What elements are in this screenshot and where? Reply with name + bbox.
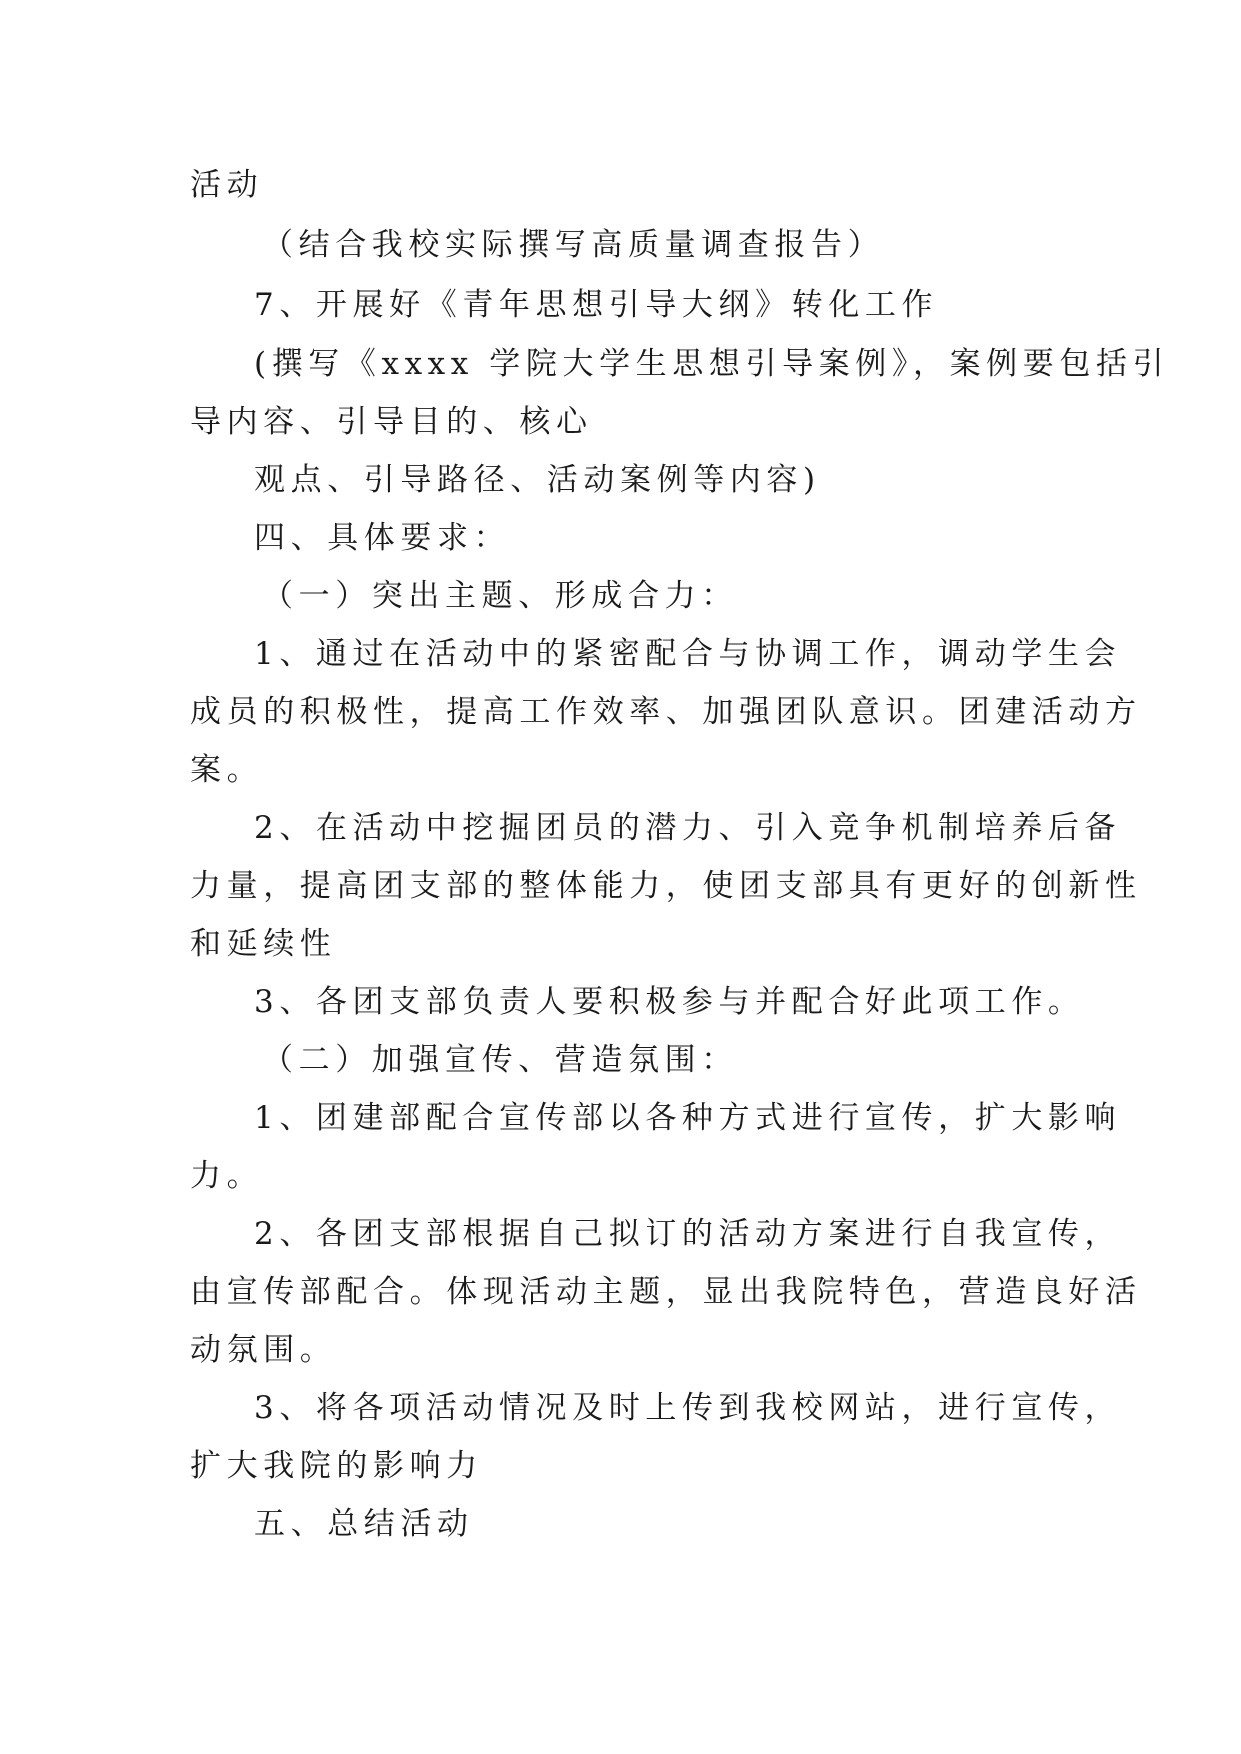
text-line: 力。 [190,1158,264,1194]
text-line: 1、通过在活动中的紧密配合与协调工作，调动学生会 [254,636,1122,672]
text-line: 和延续性 [190,926,337,962]
text-line: 扩大我院的影响力 [190,1448,483,1484]
subsection-heading: （二）加强宣传、营造氛围： [262,1042,738,1078]
text-line: 导内容、引导目的、核心 [190,404,593,440]
text-line: 成员的积极性，提高工作效率、加强团队意识。团建活动方 [190,694,1142,730]
subsection-heading: （一）突出主题、形成合力： [262,578,738,614]
text-line: 案。 [190,752,264,788]
section-heading: 四、具体要求： [254,520,511,556]
text-line: 动氛围。 [190,1332,337,1368]
text-line: 1、团建部配合宣传部以各种方式进行宣传，扩大影响 [254,1100,1122,1136]
text-line: 活动 [190,167,264,203]
text-line: 由宣传部配合。体现活动主题，显出我院特色，营造良好活 [190,1274,1142,1310]
text-line: 2、在活动中挖掘团员的潜力、引入竞争机制培养后备 [254,810,1122,846]
text-line: 力量，提高团支部的整体能力，使团支部具有更好的创新性 [190,868,1142,904]
text-line: (撰写《xxxx 学院大学生思想引导案例》，案例要包括引 [254,346,1170,382]
text-line: 3、将各项活动情况及时上传到我校网站，进行宣传， [254,1390,1122,1426]
text-line: 观点、引导路径、活动案例等内容) [254,462,821,498]
text-line: 7、开展好《青年思想引导大纲》转化工作 [254,287,939,323]
section-heading: 五、总结活动 [254,1506,474,1542]
text-line: 2、各团支部根据自己拟订的活动方案进行自我宣传， [254,1216,1122,1252]
text-line: 3、各团支部负责人要积极参与并配合好此项工作。 [254,984,1085,1020]
text-line: （结合我校实际撰写高质量调查报告） [262,227,885,263]
